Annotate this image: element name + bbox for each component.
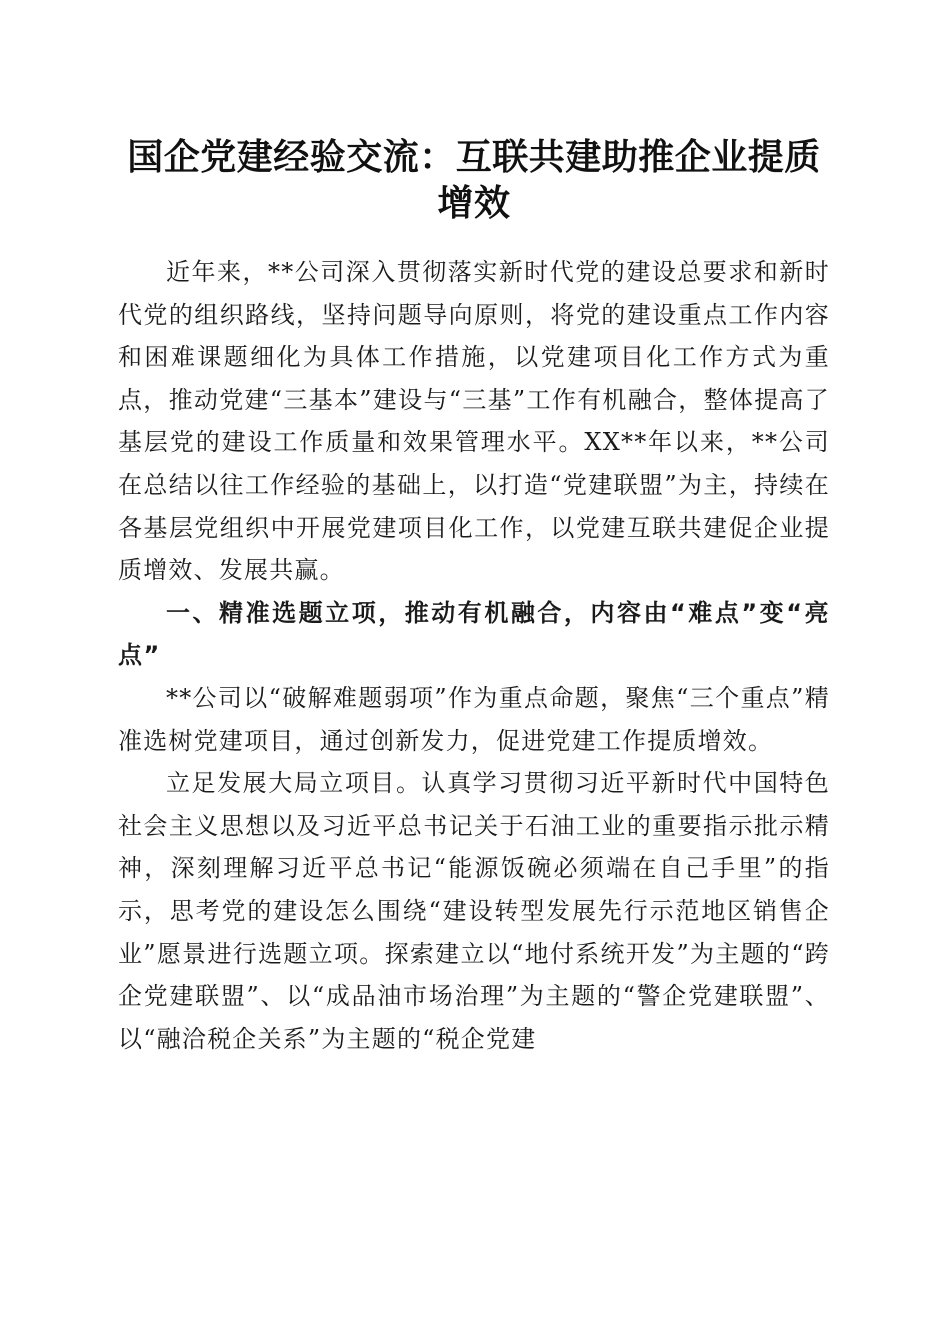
intro-paragraph: 近年来，**公司深入贯彻落实新时代党的建设总要求和新时代党的组织路线，坚持问题导向原则，将党的建设重点工作内容和困难课题细化为具体工作措施，以党建项目化工作方式为重点，推动党建“三基本”建设与“三基”工作有机融合，整体提高了基层党的建设工作质量和效果管理水平。XX**年以来，**公司在总结以往工作经验的基础上，以打造“党建联盟”为主，持续在各基层党组织中开展党建项目化工作，以党建互联共建促企业提质增效、发展共赢。 [118, 258, 830, 585]
section-heading-1: 一、精准选题立项，推动有机融合，内容由“难点”变“亮点” [118, 598, 830, 670]
document-title: 国企党建经验交流：互联共建助推企业提质增效 [127, 136, 821, 224]
document-body [118, 251, 830, 1060]
section-1-paragraph-1: **公司以“破解难题弱项”作为重点命题，聚焦“三个重点”精准选树党建项目，通过创新发力，促进党建工作提质增效。 [118, 683, 830, 755]
section-1-paragraph-2: 立足发展大局立项目。认真学习贯彻习近平新时代中国特色社会主义思想以及习近平总书记关于石油工业的重要指示批示精神，深刻理解习近平总书记“能源饭碗必须端在自己手里”的指示，思考党的建设怎么围绕“建设转型发展先行示范地区销售企业”愿景进行选题立项。探索建立以“地付系统开发”为主题的“跨企党建联盟”、以“成品油市场治理”为主题的“警企党建联盟”、以“融洽税企关系”为主题的“税企党建 [118, 769, 830, 1053]
